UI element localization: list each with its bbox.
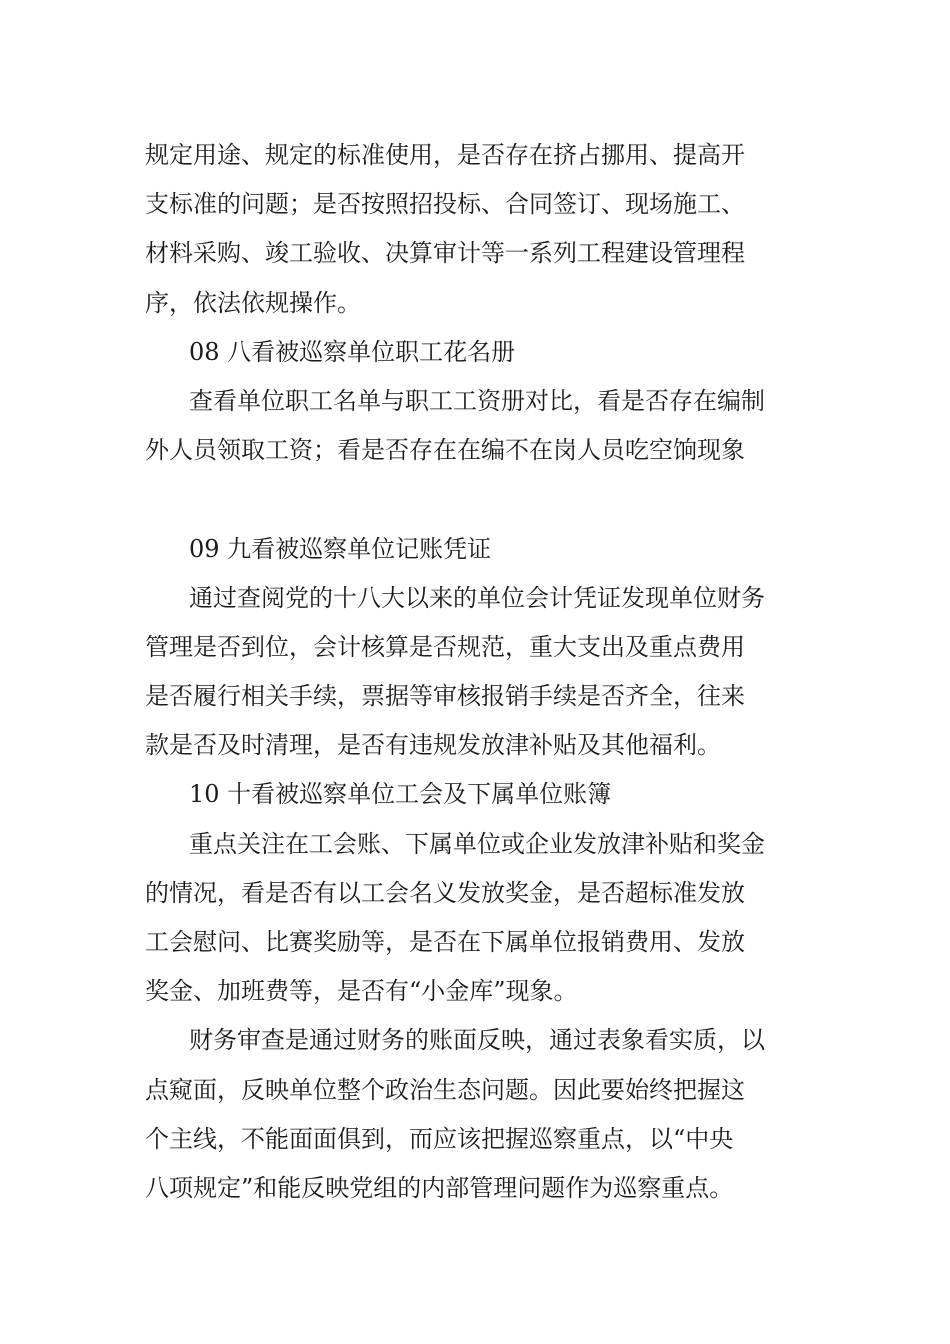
- paragraph-line: 查看单位职工名单与职工工资册对比，看是否存在编制: [189, 386, 765, 415]
- document-body: [145, 131, 810, 1213]
- paragraph-line: 的情况，看是否有以工会名义发放奖金，是否超标准发放: [145, 878, 745, 907]
- paragraph-line: 外人员领取工资；看是否存在在编不在岗人员吃空饷现象: [145, 436, 745, 465]
- paragraph-line: 材料采购、竣工验收、决算审计等一系列工程建设管理程: [145, 239, 745, 268]
- section-heading-09: 09 九看被巡察单位记账凭证: [189, 534, 492, 563]
- section-heading-10: 10 十看被巡察单位工会及下属单位账簿: [189, 780, 612, 809]
- paragraph-line: 八项规定”和能反映党组的内部管理问题作为巡察重点。: [145, 1173, 734, 1202]
- paragraph-line: 个主线，不能面面俱到，而应该把握巡察重点，以“中央: [145, 1124, 734, 1153]
- paragraph-line: 通过查阅党的十八大以来的单位会计凭证发现单位财务: [189, 583, 765, 612]
- paragraph-line: 管理是否到位，会计核算是否规范，重大支出及重点费用: [145, 632, 745, 661]
- paragraph-line: 财务审查是通过财务的账面反映，通过表象看实质，以: [189, 1026, 765, 1055]
- paragraph-line: 支标准的问题；是否按照招投标、合同签订、现场施工、: [145, 190, 745, 219]
- section-heading-08: 08 八看被巡察单位职工花名册: [189, 337, 516, 366]
- paragraph-line: 规定用途、规定的标准使用，是否存在挤占挪用、提高开: [145, 141, 745, 169]
- paragraph-line: 点窥面，反映单位整个政治生态问题。因此要始终把握这: [145, 1075, 745, 1104]
- paragraph-line: 是否履行相关手续，票据等审核报销手续是否齐全，往来: [145, 682, 745, 711]
- paragraph-line: 款是否及时清理，是否有违规发放津补贴及其他福利。: [145, 731, 721, 760]
- paragraph-line: 工会慰问、比赛奖励等，是否在下属单位报销费用、发放: [145, 928, 745, 956]
- paragraph-line: 序，依法依规操作。: [145, 288, 361, 317]
- paragraph-line: 重点关注在工会账、下属单位或企业发放津补贴和奖金: [189, 829, 765, 858]
- blank-line: [145, 475, 810, 524]
- paragraph-line: 奖金、加班费等，是否有“小金库”现象。: [145, 977, 578, 1006]
